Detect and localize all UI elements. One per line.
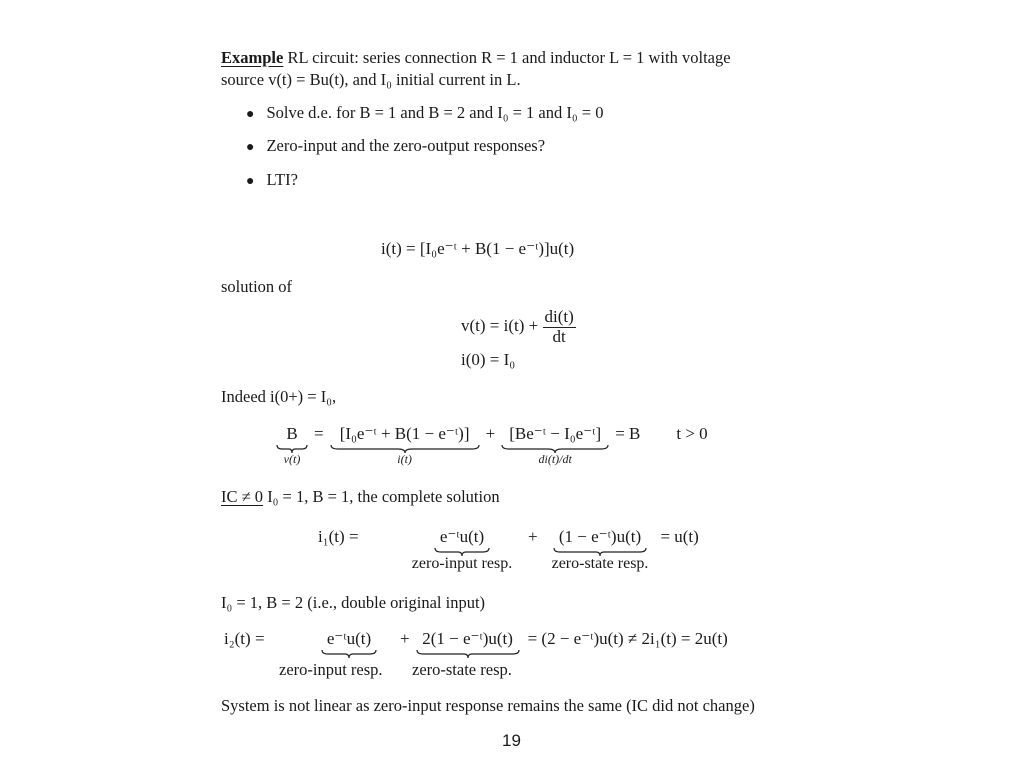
derivative-fraction	[543, 308, 576, 346]
example-label: Example	[221, 48, 284, 67]
underbrace-derivative: [Be⁻ᵗ − I₀e⁻ᵗ] di(t)/dt	[501, 424, 609, 467]
underbrace-icon	[416, 649, 520, 659]
verification-equation: B v(t) = [I₀e⁻ᵗ + B(1 − e⁻ᵗ)] i(t) + [Be⁻ᵗ − I₀e⁻ᵗ] di(t)/dt = B t > 0	[276, 424, 708, 467]
zero-state-term: 2(1 − e⁻ᵗ)u(t)	[416, 629, 520, 659]
fraction-denominator: dt	[552, 326, 566, 346]
case2-zero-input-label: zero-input resp.	[279, 660, 383, 679]
case1-equation: i₁(t) = e⁻ᵗu(t) zero-input resp. + (1 − e⁻ᵗ)u(t) zero-state resp. = u(t)	[318, 527, 699, 572]
case1-heading: IC ≠ 0 I₀ = 1, B = 1, the complete solution	[221, 487, 500, 506]
example-line-2: source v(t) = Bu(t), and I₀ initial current in L.	[221, 70, 521, 89]
indeed-text: Indeed i(0+) = I₀,	[221, 387, 337, 406]
example-description: RL circuit: series connection R = 1 and inductor L = 1 with voltage	[287, 48, 731, 67]
bullet-icon: ●	[246, 140, 255, 155]
underbrace-b: B v(t)	[276, 424, 308, 467]
bullet-icon: ●	[246, 107, 255, 122]
time-condition: t > 0	[676, 424, 708, 443]
fraction-numerator: di(t)	[544, 307, 574, 326]
page-number: 19	[502, 731, 521, 750]
bullet-item: ● LTI?	[246, 170, 298, 189]
underbrace-current: [I₀e⁻ᵗ + B(1 − e⁻ᵗ)] i(t)	[330, 424, 480, 467]
solution-of-text: solution of	[221, 277, 293, 296]
zero-input-term: e⁻ᵗu(t)	[306, 629, 392, 659]
bullet-icon: ●	[246, 174, 255, 189]
bullet-item: ● Solve d.e. for B = 1 and B = 2 and I₀ = 1 and I₀ = 0	[246, 103, 604, 122]
ode-lhs: v(t) = i(t) +	[461, 316, 539, 336]
case2-zero-state-label: zero-state resp.	[412, 660, 512, 679]
zero-input-term: e⁻ᵗu(t) zero-input resp.	[411, 527, 513, 572]
conclusion-text: System is not linear as zero-input response remains the same (IC did not change)	[221, 696, 755, 715]
zero-state-term: (1 − e⁻ᵗ)u(t) zero-state resp.	[551, 527, 649, 572]
ode-equation	[461, 308, 576, 346]
initial-condition: i(0) = I₀	[461, 350, 516, 369]
ic-nonzero-label: IC ≠ 0	[221, 487, 264, 506]
solution-equation: i(t) = [I₀e⁻ᵗ + B(1 − e⁻ᵗ)]u(t)	[381, 239, 575, 258]
case2-heading: I₀ = 1, B = 2 (i.e., double original input)	[221, 593, 486, 612]
example-line-1	[221, 48, 731, 68]
underbrace-icon	[321, 649, 377, 659]
case2-equation: i₂(t) = e⁻ᵗu(t) + 2(1 − e⁻ᵗ)u(t) = (2 − e⁻ᵗ)u(t) ≠ 2i₁(t) = 2u(t)	[224, 629, 728, 659]
bullet-item: ● Zero-input and the zero-output responses?	[246, 136, 546, 155]
